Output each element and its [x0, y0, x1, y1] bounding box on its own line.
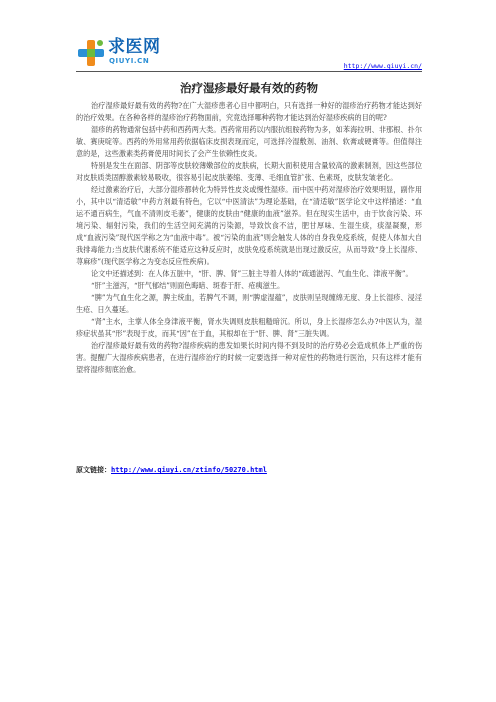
- paragraph: 经过激素治疗后，大部分湿疹都转化为特异性皮炎或慢性湿疹。而中医中药对湿疹治疗效果明显，副作用小，其中以“清适敏”中药方剂最有特色，它以“中医清法”为理论基础，在“清适敏”医学论文中这样描述：“血运不通百病生，气血不清则皮毛萎”，健康的皮肤由“健康的血液”滋养。但在现实生活中，由于饮食污染、环境污染、辐射污染，我们的生活空间充满的污染源，导致饮食不洁，肥甘厚味、生湿生痰，痰湿凝聚，形成“血液污染”现代医学称之为“血液中毒”。被“污染的血液”则会触发人体的自身我免疫系统，促使人体加大自我排毒能力;当皮肤代谢系统不能适应这种反应时，皮肤免疫系统就是出现过激反应，从而导致“身上长湿疹、荨麻疹”(现代医学称之为变态反应性疾病)。: [76, 185, 422, 266]
- paragraph: 湿疹的药物通常包括中药和西药两大类。西药常用药以内服抗组胺药物为多，如苯海拉明、非那根、扑尔敏、赛庚啶等。西药的外用常用药依据临床皮损表现而定，可选择冷湿敷剂、油剂、软膏或硬膏等。但值得注意的是，这些激素类药膏使用时间长了会产生依赖性皮炎。: [76, 125, 422, 158]
- source-url-link[interactable]: http://www.qiuyi.cn/ztinfo/50270.html: [111, 466, 267, 474]
- header-divider: [76, 71, 422, 72]
- paragraph: 论文中还描述到：在人体五脏中，“肝、脾、肾”三脏主导着人体的“疏通滋泻、气血生化、津液平衡”。: [91, 269, 413, 278]
- article-title: 治疗湿疹最好最有效的药物: [180, 81, 318, 95]
- paragraph: 治疗湿疹最好最有效的药物?在广大湿疹患者心目中都明白，只有选择一种好的湿疹治疗药物才能达到好的治疗效果。在各种各样的湿疹治疗药物面前，究竟选择哪种药物才能达到治好湿疹疾病的目的呢?: [76, 101, 422, 122]
- paragraph: 治疗湿疹最好最有效的药物?湿疹疾病的患发如果长时间内得不到及时的治疗势必会造成机体上严重的伤害。提醒广大湿疹疾病患者，在进行湿疹治疗的时候一定要选择一种对症性的药物进行医治，只有这样才能有望将湿疹彻底治愈。: [76, 341, 422, 374]
- logo-english-text: QIUYI.CN: [109, 57, 150, 65]
- paragraph: “肾”主水，主掌人体全身津液平衡，肾水失调则皮肤粗糙暗沉。所以，身上长湿疹怎么办?中医认为，湿疹症状虽其“形”表现于皮，而其“因”在于血，其根却在于“肝、脾、肾”三脏失调。: [76, 317, 422, 338]
- paragraph: “肝”主滋泻，“肝气郁结”则面色晦暗、斑春于肝、疮痍滋生。: [91, 281, 285, 290]
- paragraph: 特别是发生在面部、阴部等皮肤较薄嫩部位的皮肤病，长期大面积使用含量较高的激素制剂，因这些部位对皮肤质类固醇激素较易吸收，很容易引起皮肤萎缩、变薄、毛细血管扩张、色素斑，皮肤发皱老化。: [76, 161, 422, 182]
- qiuyi-logo[interactable]: [76, 36, 186, 70]
- source-label: 原文链接：: [76, 465, 111, 474]
- paragraph: “脾”为气血生化之源，脾主统血，若脾气不调，则“脾虚湿蕴”，皮肤则呈现缠绵无度、身上长湿疹、浸淫生疮、日久蔓延。: [76, 293, 422, 314]
- medical-cross-logo-icon: [76, 38, 106, 68]
- header-site-link[interactable]: http://www.qiuyi.cn/: [343, 62, 422, 70]
- logo-chinese-text: 求医网: [108, 37, 161, 57]
- page-header: [76, 36, 422, 74]
- article-body: [76, 100, 422, 376]
- source-link-line: [76, 464, 422, 476]
